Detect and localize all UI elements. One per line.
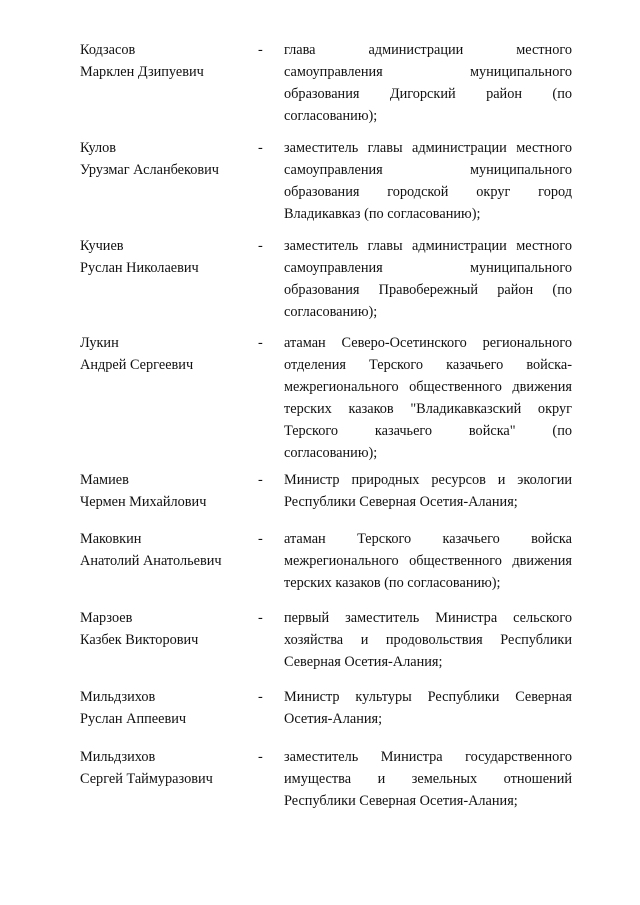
- position-line: согласованию);: [284, 304, 378, 320]
- separator-dash: -: [258, 238, 263, 254]
- member-position: [284, 746, 572, 812]
- position-line: Северная Осетия-Алания;: [284, 654, 443, 670]
- member-surname: Маковкин: [80, 531, 142, 547]
- separator-dash: -: [258, 531, 263, 547]
- member-name: [80, 686, 250, 730]
- member-position: [284, 39, 572, 127]
- separator-dash: -: [258, 689, 263, 705]
- position-line: терских казаков (по согласованию);: [284, 575, 501, 591]
- member-surname: Кулов: [80, 140, 117, 156]
- position-line: Осетия-Алания;: [284, 711, 383, 727]
- position-line: самоуправления муниципального: [284, 162, 572, 178]
- position-line: образования Дигорский район (по: [284, 86, 572, 102]
- member-name: [80, 137, 250, 181]
- member-name: [80, 607, 250, 651]
- position-line: Министр культуры Республики Северная: [284, 689, 572, 705]
- position-line: терских казаков "Владикавказский округ: [284, 401, 572, 417]
- position-line: межрегионального общественного движения: [284, 379, 572, 395]
- member-surname: Лукин: [80, 335, 119, 351]
- member-surname: Кучиев: [80, 238, 124, 254]
- position-line: самоуправления муниципального: [284, 260, 572, 276]
- member-given-names: Казбек Викторович: [80, 632, 199, 648]
- member-surname: Марзоев: [80, 610, 133, 626]
- position-line: образования городской округ город: [284, 184, 572, 200]
- position-line: согласованию);: [284, 108, 378, 124]
- position-line: хозяйства и продовольствия Республики: [284, 632, 572, 648]
- position-line: Терского казачьего войска" (по: [284, 423, 572, 439]
- member-name: [80, 235, 250, 279]
- separator-dash: -: [258, 610, 263, 626]
- member-surname: Мильдзихов: [80, 749, 156, 765]
- member-given-names: Руслан Аппеевич: [80, 711, 187, 727]
- position-line: первый заместитель Министра сельского: [284, 610, 572, 626]
- member-surname: Мамиев: [80, 472, 129, 488]
- position-line: отделения Терского казачьего войска-: [284, 357, 572, 373]
- position-line: заместитель главы администрации местного: [284, 238, 572, 254]
- member-position: [284, 332, 572, 464]
- member-name: [80, 469, 250, 513]
- position-line: Министр природных ресурсов и экологии: [284, 472, 572, 488]
- position-line: межрегионального общественного движения: [284, 553, 572, 569]
- member-given-names: Сергей Таймуразович: [80, 771, 213, 787]
- member-position: [284, 469, 572, 513]
- position-line: Республики Северная Осетия-Алания;: [284, 494, 518, 510]
- member-given-names: Чермен Михайлович: [80, 494, 207, 510]
- member-position: [284, 607, 572, 673]
- member-surname: Мильдзихов: [80, 689, 156, 705]
- member-position: [284, 137, 572, 225]
- member-given-names: Марклен Дзипуевич: [80, 64, 204, 80]
- position-line: заместитель главы администрации местного: [284, 140, 572, 156]
- position-line: самоуправления муниципального: [284, 64, 572, 80]
- position-line: глава администрации местного: [284, 42, 572, 58]
- position-line: согласованию);: [284, 445, 378, 461]
- position-line: имущества и земельных отношений: [284, 771, 572, 787]
- separator-dash: -: [258, 472, 263, 488]
- position-line: заместитель Министра государственного: [284, 749, 572, 765]
- separator-dash: -: [258, 749, 263, 765]
- separator-dash: -: [258, 140, 263, 156]
- member-position: [284, 686, 572, 730]
- position-line: атаман Терского казачьего войска: [284, 531, 572, 547]
- member-surname: Кодзасов: [80, 42, 136, 58]
- position-line: Республики Северная Осетия-Алания;: [284, 793, 518, 809]
- position-line: Владикавказ (по согласованию);: [284, 206, 481, 222]
- member-given-names: Урузмаг Асланбекович: [80, 162, 219, 178]
- position-line: атаман Северо-Осетинского регионального: [284, 335, 572, 351]
- member-given-names: Анатолий Анатольевич: [80, 553, 222, 569]
- member-name: [80, 39, 250, 83]
- separator-dash: -: [258, 42, 263, 58]
- member-position: [284, 528, 572, 594]
- member-position: [284, 235, 572, 323]
- member-name: [80, 746, 250, 790]
- member-given-names: Андрей Сергеевич: [80, 357, 194, 373]
- member-name: [80, 332, 250, 376]
- separator-dash: -: [258, 335, 263, 351]
- member-name: [80, 528, 250, 572]
- position-line: образования Правобережный район (по: [284, 282, 572, 298]
- member-given-names: Руслан Николаевич: [80, 260, 199, 276]
